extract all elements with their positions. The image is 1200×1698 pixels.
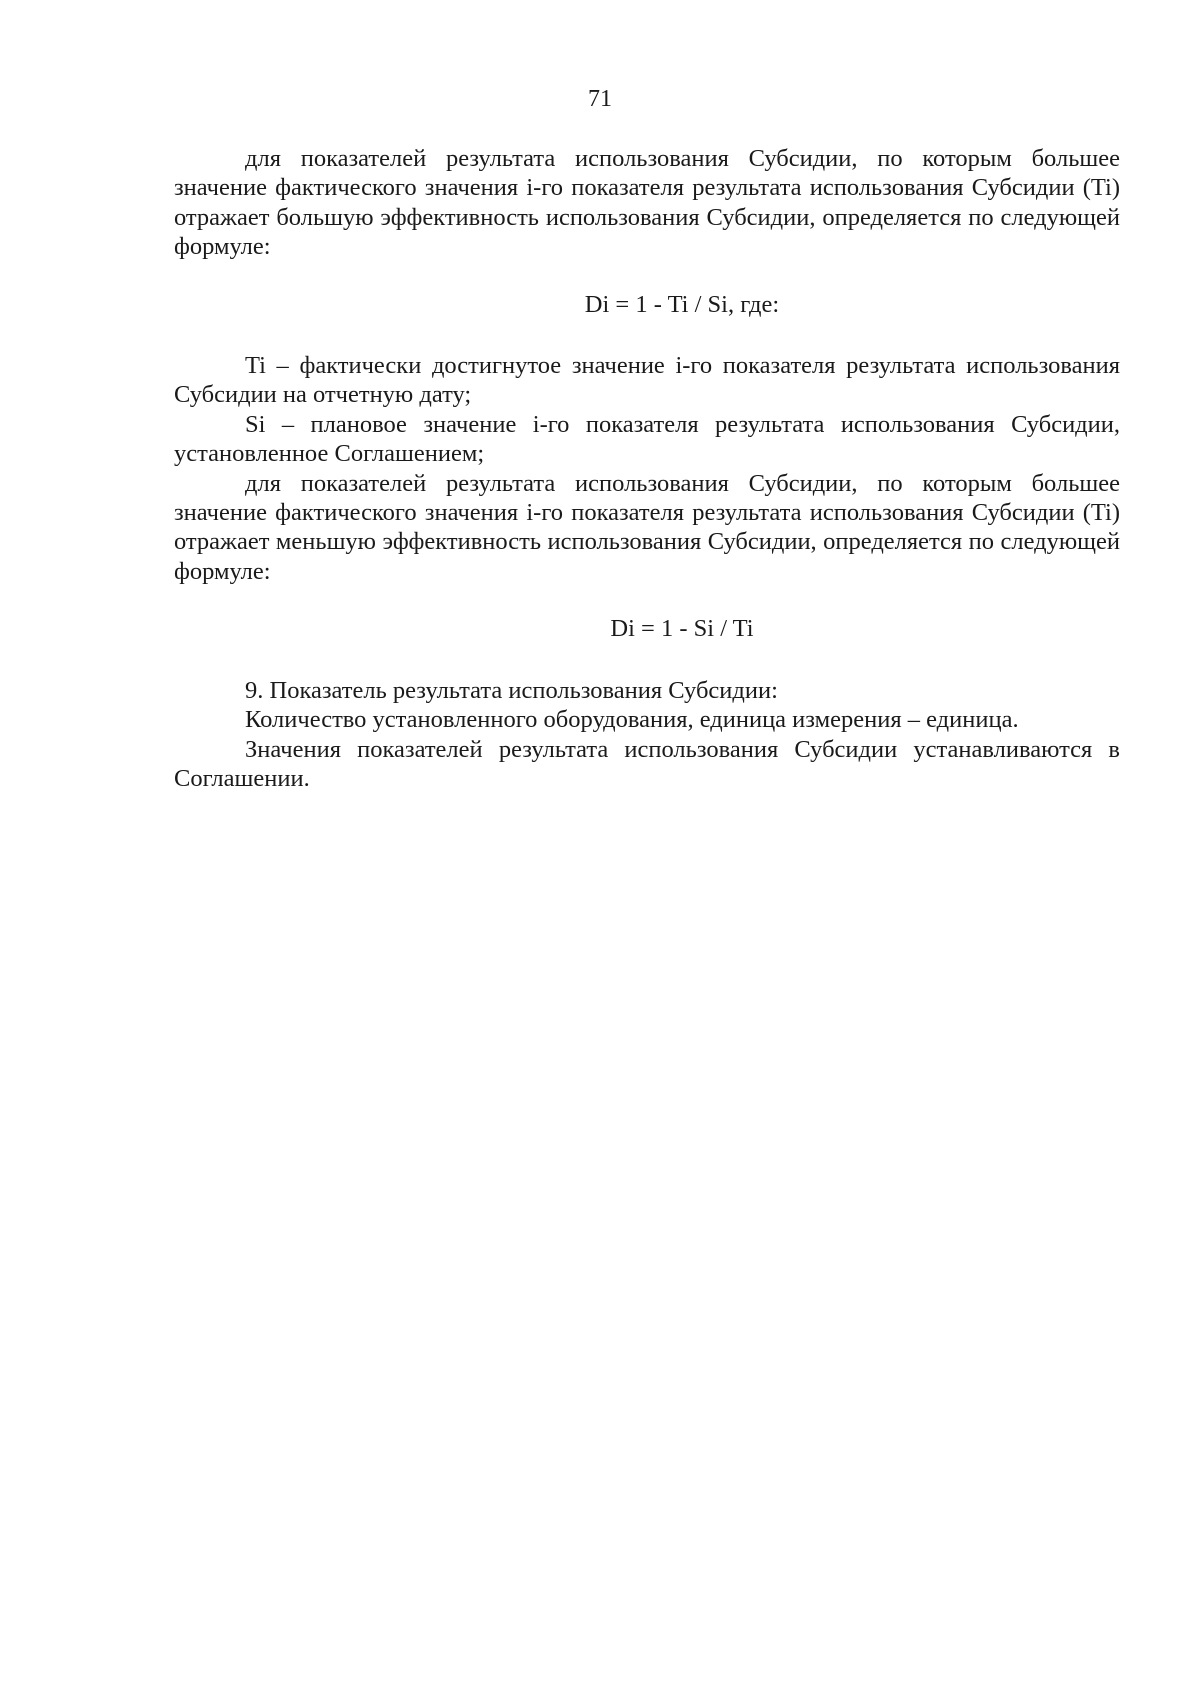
paragraph-section-9-heading: 9. Показатель результата использования Субсидии: [245,676,778,704]
paragraph-ti-definition: Ti – фактически достигнутое значение i-го показателя результата использования Субсидии на отчетную дату; [174,352,1120,409]
document-body [174,144,1120,793]
paragraph-si-definition: Si – плановое значение i-го показателя результата использования Субсидии, установленное Соглашением; [174,410,1120,468]
page-number: 71 [588,86,612,112]
paragraph-values-in-agreement: Значения показателей результата использования Субсидии устанавливаются в Соглашении. [174,735,1120,792]
formula-di-ti-si: Di = 1 - Ti / Si, где: [584,290,780,318]
paragraph-larger-is-better: для показателей результата использования Субсидии, по которым большее значение фактического значения i-го показателя результата использования Субсидии (Ti) отражает большую эффективность использования Субсидии, определяется по следующей формуле: [174,145,1120,261]
paragraph-larger-is-worse: для показателей результата использования Субсидии, по которым большее значение фактического значения i-го показателя результата использования Субсидии (Ti) отражает меньшую эффективность использования Субсидии, определяется по следующей формуле: [174,469,1120,585]
formula-di-si-ti: Di = 1 - Si / Ti [610,615,754,643]
paragraph-equipment-count: Количество установленного оборудования, единица измерения – единица. [245,706,1019,734]
